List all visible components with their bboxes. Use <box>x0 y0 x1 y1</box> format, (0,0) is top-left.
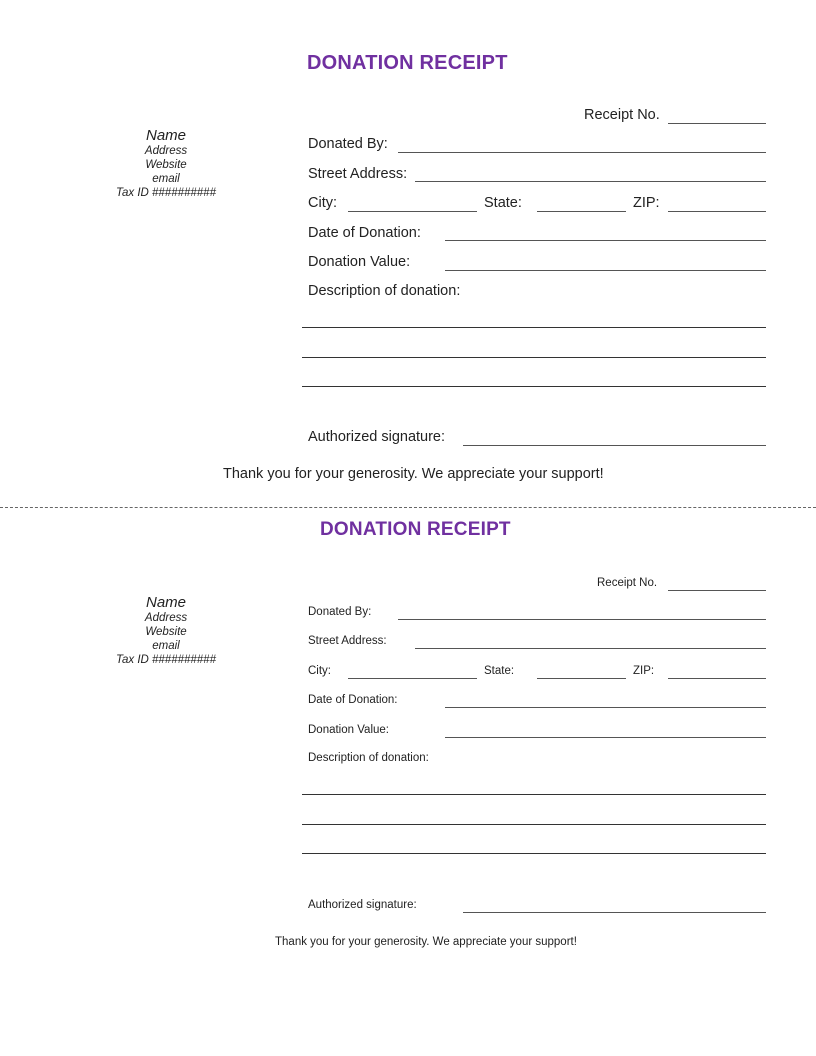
zip-field[interactable] <box>668 678 766 679</box>
state-label: State: <box>484 195 522 211</box>
donation-value-label: Donation Value: <box>308 254 411 270</box>
receipt-1-org-info <box>96 128 236 200</box>
state-field[interactable] <box>537 211 626 212</box>
date-of-donation-label: Date of Donation: <box>308 225 421 241</box>
org-tax-id: Tax ID ########## <box>116 654 216 666</box>
description-label: Description of donation: <box>308 283 461 299</box>
org-name: Name <box>145 127 186 144</box>
city-label: City: <box>308 665 331 677</box>
receipt-2-org-info <box>96 595 236 667</box>
authorized-signature-label: Authorized signature: <box>308 899 417 911</box>
authorized-signature-field[interactable] <box>463 912 766 913</box>
receipt-no-label: Receipt No. <box>597 577 658 589</box>
description-line-3[interactable] <box>302 853 766 854</box>
donated-by-label: Donated By: <box>308 136 388 152</box>
authorized-signature-field[interactable] <box>463 445 766 446</box>
state-label: State: <box>484 665 515 677</box>
city-label: City: <box>308 195 337 211</box>
date-of-donation-label: Date of Donation: <box>308 694 398 706</box>
description-label: Description of donation: <box>308 752 429 764</box>
receipt-no-label: Receipt No. <box>584 107 660 123</box>
donated-by-label: Donated By: <box>308 606 372 618</box>
donated-by-field[interactable] <box>398 152 766 153</box>
thank-you-message: Thank you for your generosity. We appreciate your support! <box>275 936 577 948</box>
date-of-donation-field[interactable] <box>445 240 766 241</box>
receipt-1-title: DONATION RECEIPT <box>307 52 508 74</box>
authorized-signature-label: Authorized signature: <box>308 429 446 445</box>
receipt-no-field[interactable] <box>668 590 766 591</box>
zip-field[interactable] <box>668 211 766 212</box>
thank-you-message: Thank you for your generosity. We appreciate your support! <box>223 466 604 482</box>
description-line-2[interactable] <box>302 357 766 358</box>
street-address-field[interactable] <box>415 648 766 649</box>
zip-label: ZIP: <box>633 665 655 677</box>
street-address-label: Street Address: <box>308 635 387 647</box>
city-field[interactable] <box>348 211 477 212</box>
donation-value-field[interactable] <box>445 737 766 738</box>
org-website: Website <box>145 159 187 171</box>
receipt-no-field[interactable] <box>668 123 766 124</box>
org-email: email <box>152 640 180 652</box>
org-name: Name <box>145 594 186 611</box>
street-address-field[interactable] <box>415 181 766 182</box>
date-of-donation-field[interactable] <box>445 707 766 708</box>
description-line-2[interactable] <box>302 824 766 825</box>
zip-label: ZIP: <box>633 195 660 211</box>
donation-value-field[interactable] <box>445 270 766 271</box>
org-address: Address <box>144 145 188 157</box>
street-address-label: Street Address: <box>308 166 408 182</box>
donation-value-label: Donation Value: <box>308 724 389 736</box>
receipt-2-title: DONATION RECEIPT <box>320 519 511 540</box>
org-tax-id: Tax ID ########## <box>116 187 216 199</box>
state-field[interactable] <box>537 678 626 679</box>
description-line-1[interactable] <box>302 794 766 795</box>
description-line-3[interactable] <box>302 386 766 387</box>
org-address: Address <box>144 612 188 624</box>
donated-by-field[interactable] <box>398 619 766 620</box>
org-website: Website <box>145 626 187 638</box>
cut-line-divider <box>0 507 816 508</box>
description-line-1[interactable] <box>302 327 766 328</box>
org-email: email <box>152 173 180 185</box>
city-field[interactable] <box>348 678 477 679</box>
